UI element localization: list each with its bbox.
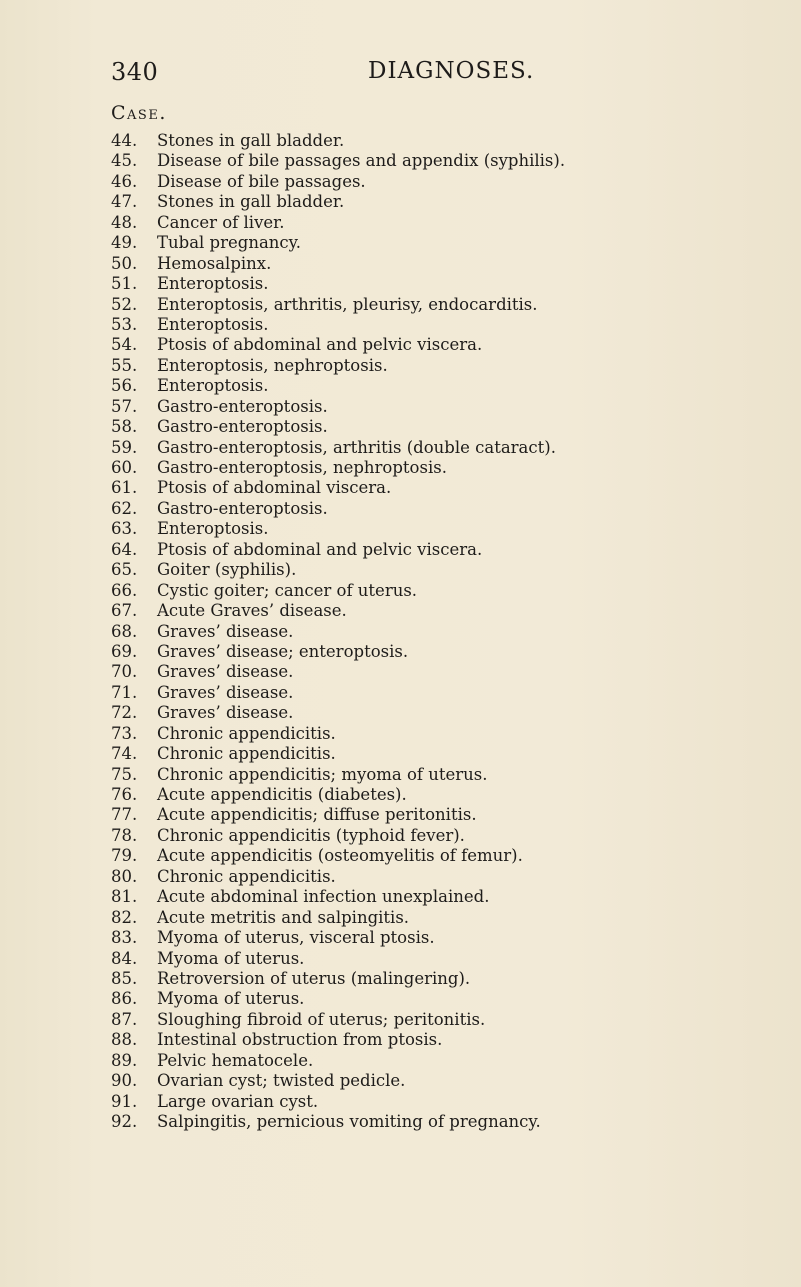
diagnosis-text: Acute appendicitis; diffuse peritonitis. bbox=[157, 805, 477, 825]
list-item bbox=[111, 478, 771, 498]
case-number: 70. bbox=[111, 662, 138, 682]
diagnosis-text: Chronic appendicitis. bbox=[157, 744, 336, 764]
list-item bbox=[111, 928, 771, 948]
case-number: 46. bbox=[111, 171, 138, 191]
list-item bbox=[111, 356, 771, 376]
diagnosis-text: Hemosalpinx. bbox=[157, 253, 272, 273]
case-number: 53. bbox=[111, 314, 138, 334]
case-number: 69. bbox=[111, 641, 138, 661]
list-item bbox=[111, 274, 771, 294]
list-item bbox=[111, 438, 771, 458]
diagnosis-text: Acute metritis and salpingitis. bbox=[157, 907, 410, 927]
list-item bbox=[111, 213, 771, 233]
diagnosis-text: Enteroptosis. bbox=[157, 376, 269, 396]
list-item bbox=[111, 519, 771, 539]
case-number: 68. bbox=[111, 621, 138, 641]
diagnosis-text: Enteroptosis. bbox=[157, 274, 269, 294]
list-item bbox=[111, 131, 771, 151]
list-item bbox=[111, 887, 771, 907]
diagnosis-text: Acute appendicitis (diabetes). bbox=[157, 785, 407, 804]
case-number: 48. bbox=[111, 212, 138, 232]
list-item bbox=[111, 1071, 771, 1091]
page-number: 340 bbox=[111, 58, 159, 86]
list-item bbox=[111, 785, 771, 805]
case-number: 74. bbox=[111, 744, 138, 764]
list-item bbox=[111, 683, 771, 703]
list-item bbox=[111, 826, 771, 846]
diagnosis-text: Tubal pregnancy. bbox=[157, 233, 302, 253]
case-number: 47. bbox=[111, 192, 138, 212]
diagnosis-text: Disease of bile passages. bbox=[157, 171, 366, 191]
case-column-heading: Case. bbox=[111, 102, 167, 124]
diagnosis-text: Cystic goiter; cancer of uterus. bbox=[157, 580, 418, 600]
list-item bbox=[111, 765, 771, 785]
list-item bbox=[111, 540, 771, 560]
case-number: 83. bbox=[111, 928, 138, 948]
case-number: 76. bbox=[111, 785, 138, 804]
list-item bbox=[111, 724, 771, 744]
diagnosis-text: Goiter (syphilis). bbox=[157, 560, 297, 580]
case-number: 71. bbox=[111, 682, 138, 702]
list-item bbox=[111, 703, 771, 723]
list-item bbox=[111, 969, 771, 989]
case-number: 92. bbox=[111, 1112, 138, 1131]
case-number: 81. bbox=[111, 887, 138, 907]
case-number: 90. bbox=[111, 1071, 138, 1091]
diagnosis-text: Chronic appendicitis (typhoid fever). bbox=[157, 825, 465, 845]
list-item bbox=[111, 908, 771, 928]
case-number: 86. bbox=[111, 989, 138, 1009]
case-number: 88. bbox=[111, 1030, 138, 1050]
list-item bbox=[111, 1030, 771, 1050]
case-number: 77. bbox=[111, 805, 138, 825]
case-number: 72. bbox=[111, 703, 138, 723]
diagnosis-text: Large ovarian cyst. bbox=[157, 1091, 319, 1111]
case-number: 84. bbox=[111, 948, 138, 968]
list-item bbox=[111, 458, 771, 478]
diagnosis-text: Acute Graves’ disease. bbox=[157, 601, 347, 621]
list-item bbox=[111, 867, 771, 887]
case-number: 82. bbox=[111, 907, 138, 927]
diagnosis-text: Acute appendicitis (osteomyelitis of femur). bbox=[157, 846, 523, 866]
diagnosis-text: Intestinal obstruction from ptosis. bbox=[157, 1030, 443, 1050]
diagnosis-text: Enteroptosis, arthritis, pleurisy, endocarditis. bbox=[157, 294, 538, 314]
diagnosis-text: Ptosis of abdominal and pelvic viscera. bbox=[157, 539, 483, 559]
diagnosis-text: Ptosis of abdominal and pelvic viscera. bbox=[157, 335, 483, 355]
list-item bbox=[111, 295, 771, 315]
diagnosis-text: Sloughing fibroid of uterus; peritonitis. bbox=[157, 1009, 486, 1029]
diagnosis-list bbox=[111, 131, 771, 1132]
diagnosis-text: Graves’ disease. bbox=[157, 682, 294, 702]
case-number: 65. bbox=[111, 560, 138, 580]
case-number: 75. bbox=[111, 764, 138, 784]
list-item bbox=[111, 315, 771, 335]
diagnosis-text: Graves’ disease; enteroptosis. bbox=[157, 641, 409, 661]
diagnosis-text: Myoma of uterus, visceral ptosis. bbox=[157, 928, 435, 948]
diagnosis-text: Ptosis of abdominal viscera. bbox=[157, 478, 392, 498]
diagnosis-text: Graves’ disease. bbox=[157, 703, 294, 723]
case-number: 56. bbox=[111, 376, 138, 396]
case-number: 91. bbox=[111, 1091, 138, 1111]
diagnosis-text: Stones in gall bladder. bbox=[157, 131, 345, 150]
diagnosis-text: Graves’ disease. bbox=[157, 621, 294, 641]
case-number: 62. bbox=[111, 498, 138, 518]
list-item bbox=[111, 376, 771, 396]
diagnosis-text: Gastro-enteroptosis. bbox=[157, 498, 328, 518]
case-number: 58. bbox=[111, 417, 138, 437]
list-item bbox=[111, 560, 771, 580]
list-item bbox=[111, 805, 771, 825]
list-item bbox=[111, 642, 771, 662]
diagnosis-text: Gastro-enteroptosis. bbox=[157, 417, 328, 437]
case-number: 55. bbox=[111, 355, 138, 375]
case-number: 89. bbox=[111, 1050, 138, 1070]
list-item bbox=[111, 581, 771, 601]
case-number: 87. bbox=[111, 1009, 138, 1029]
diagnosis-text: Disease of bile passages and appendix (syphilis). bbox=[157, 151, 566, 171]
list-item bbox=[111, 192, 771, 212]
list-item bbox=[111, 172, 771, 192]
diagnosis-text: Gastro-enteroptosis, arthritis (double cataract). bbox=[157, 437, 556, 457]
case-number: 50. bbox=[111, 253, 138, 273]
diagnosis-text: Myoma of uterus. bbox=[157, 948, 305, 968]
diagnosis-text: Graves’ disease. bbox=[157, 662, 294, 682]
diagnosis-text: Gastro-enteroptosis, nephroptosis. bbox=[157, 458, 447, 477]
list-item bbox=[111, 335, 771, 355]
running-head: DIAGNOSES. bbox=[368, 58, 535, 84]
case-number: 64. bbox=[111, 539, 138, 559]
case-number: 80. bbox=[111, 866, 138, 886]
case-number: 60. bbox=[111, 458, 138, 477]
case-number: 67. bbox=[111, 601, 138, 621]
case-number: 54. bbox=[111, 335, 138, 355]
diagnosis-text: Retroversion of uterus (malingering). bbox=[157, 968, 471, 988]
diagnosis-text: Salpingitis, pernicious vomiting of pregnancy. bbox=[157, 1112, 541, 1131]
case-number: 78. bbox=[111, 825, 138, 845]
list-item bbox=[111, 1112, 771, 1132]
diagnosis-text: Chronic appendicitis. bbox=[157, 866, 336, 886]
list-item bbox=[111, 662, 771, 682]
list-item bbox=[111, 1051, 771, 1071]
case-number: 59. bbox=[111, 437, 138, 457]
diagnosis-text: Cancer of liver. bbox=[157, 212, 285, 232]
list-item bbox=[111, 1092, 771, 1112]
list-item bbox=[111, 846, 771, 866]
case-number: 79. bbox=[111, 846, 138, 866]
diagnosis-text: Myoma of uterus. bbox=[157, 989, 305, 1009]
case-number: 63. bbox=[111, 519, 138, 539]
case-number: 49. bbox=[111, 233, 138, 253]
list-item bbox=[111, 744, 771, 764]
case-number: 51. bbox=[111, 274, 138, 294]
case-number: 52. bbox=[111, 294, 138, 314]
list-item bbox=[111, 989, 771, 1009]
list-item bbox=[111, 397, 771, 417]
diagnosis-text: Chronic appendicitis; myoma of uterus. bbox=[157, 764, 488, 784]
case-number: 61. bbox=[111, 478, 138, 498]
case-number: 73. bbox=[111, 723, 138, 743]
diagnosis-text: Acute abdominal infection unexplained. bbox=[157, 887, 490, 907]
page-header bbox=[0, 58, 801, 90]
case-number: 66. bbox=[111, 580, 138, 600]
diagnosis-text: Ovarian cyst; twisted pedicle. bbox=[157, 1071, 406, 1091]
diagnosis-text: Enteroptosis. bbox=[157, 519, 269, 539]
list-item bbox=[111, 254, 771, 274]
diagnosis-text: Stones in gall bladder. bbox=[157, 192, 345, 212]
list-item bbox=[111, 949, 771, 969]
case-number: 57. bbox=[111, 396, 138, 416]
list-item bbox=[111, 1010, 771, 1030]
diagnosis-text: Chronic appendicitis. bbox=[157, 723, 336, 743]
list-item bbox=[111, 601, 771, 621]
list-item bbox=[111, 417, 771, 437]
diagnosis-text: Enteroptosis, nephroptosis. bbox=[157, 355, 388, 375]
list-item bbox=[111, 622, 771, 642]
case-number: 85. bbox=[111, 968, 138, 988]
list-item bbox=[111, 233, 771, 253]
diagnosis-text: Pelvic hematocele. bbox=[157, 1050, 314, 1070]
list-item bbox=[111, 499, 771, 519]
diagnosis-text: Enteroptosis. bbox=[157, 314, 269, 334]
case-number: 44. bbox=[111, 131, 138, 150]
list-item bbox=[111, 151, 771, 171]
case-number: 45. bbox=[111, 151, 138, 171]
diagnosis-text: Gastro-enteroptosis. bbox=[157, 396, 328, 416]
